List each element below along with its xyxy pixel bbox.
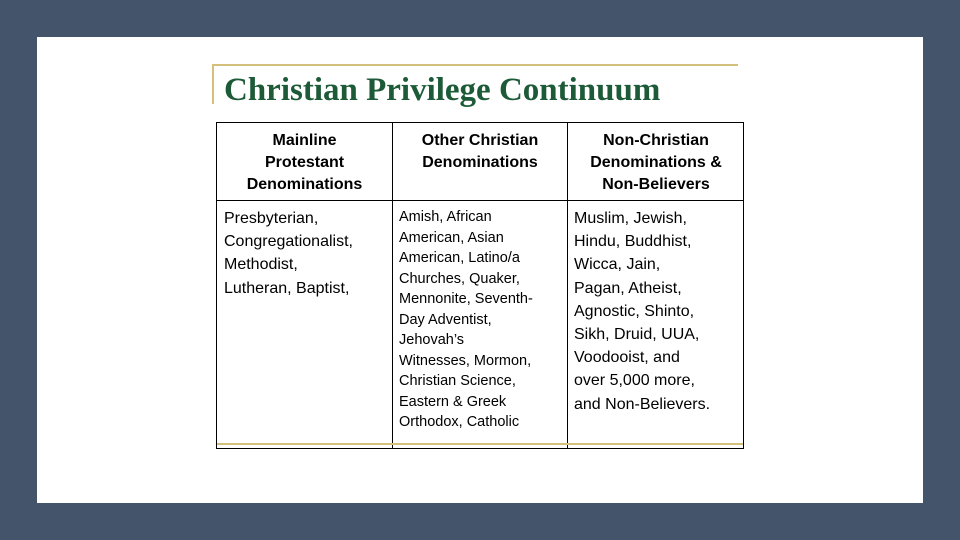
title-rule-left [212,64,214,104]
title-rule-top [212,64,738,66]
header-other-christian: Other Christian Denominations [421,132,539,171]
header-non-christian: Non-Christian Denominations & Non-Believers [590,132,722,193]
continuum-table [216,122,744,449]
cell-mainline-protestant: Presbyterian, Congregationalist, Methodist, Lutheran, Baptist, [224,210,353,297]
header-divider [217,200,743,201]
cell-other-christian: Amish, African American, Asian American, Latino/a Churches, Quaker, Mennonite, Seventh- Day Adventist, Jehovah’s Witnesses, Mormon, Christian Science, Eastern & Greek Orthodox, Catholic [399,209,533,430]
header-mainline-protestant: Mainline Protestant Denominations [246,132,363,193]
slide-title: Christian Privilege Continuum [224,72,661,108]
cell-non-christian: Muslim, Jewish, Hindu, Buddhist, Wicca, Jain, Pagan, Atheist, Agnostic, Shinto, Sikh, Druid, UUA, Voodooist, and over 5,000 more, and Non-Believers. [574,210,711,413]
table-bottom-rule [217,443,743,445]
